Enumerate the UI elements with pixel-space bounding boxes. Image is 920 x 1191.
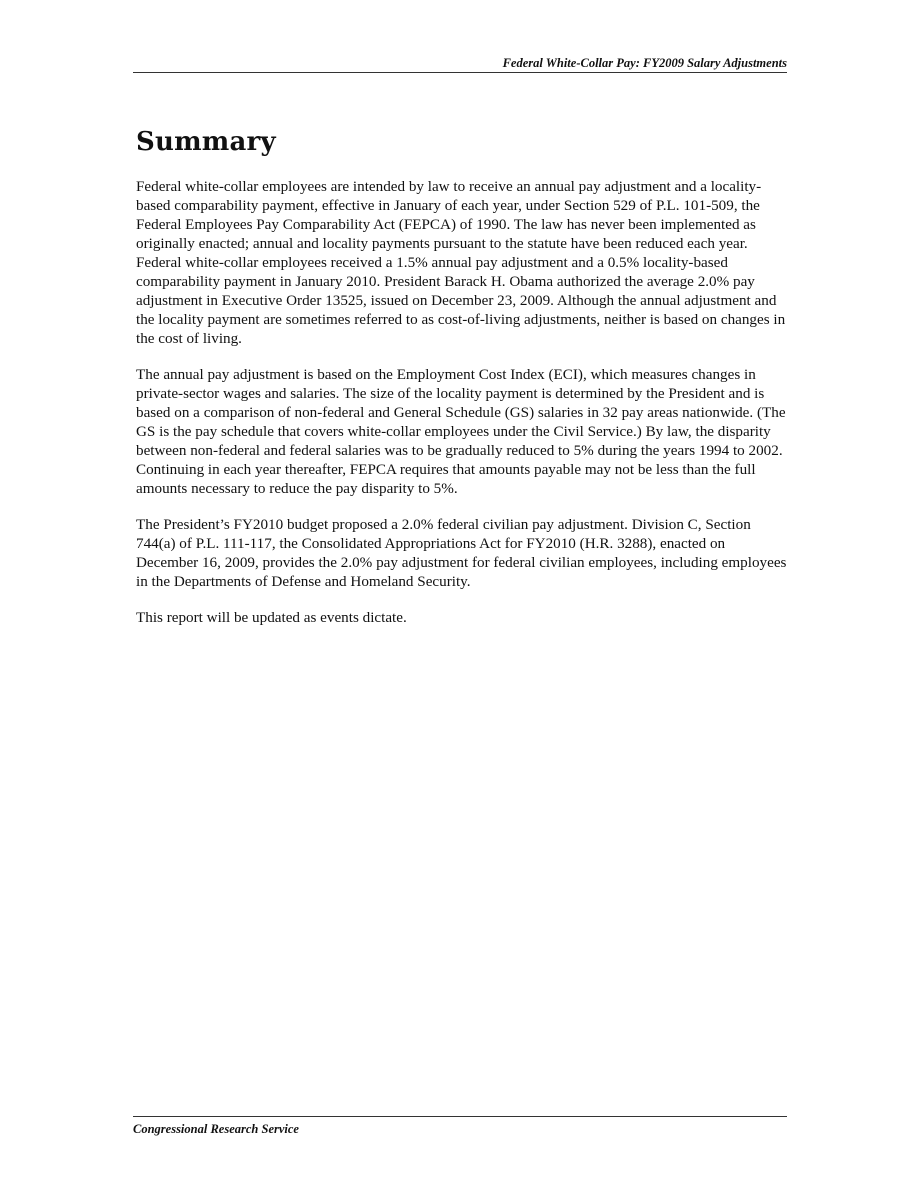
- summary-paragraph-2: The annual pay adjustment is based on the Employment Cost Index (ECI), which measures changes in private-sector wages and salaries. The size of the locality payment is determined by the President and is based on a comparison of non-federal and General Schedule (GS) salaries in 32 pay areas nationwide. (The GS is the pay schedule that covers white-collar employees under the Civil Service.) By law, the disparity between non-federal and federal salaries was to be gradually reduced to 5% during the years 1994 to 2002. Continuing in each year thereafter, FEPCA requires that amounts payable may not be less than the full amounts necessary to reduce the pay disparity to 5%.: [136, 366, 786, 497]
- summary-paragraph-1: Federal white-collar employees are intended by law to receive an annual pay adjustment and a locality-based comparability payment, effective in January of each year, under Section 529 of P.L. 101-509, the Federal Employees Pay Comparability Act (FEPCA) of 1990. The law has never been implemented as originally enacted; annual and locality payments pursuant to the statute have been reduced each year. Federal white-collar employees received a 1.5% annual pay adjustment and a 0.5% locality-based comparability payment in January 2010. President Barack H. Obama authorized the average 2.0% pay adjustment in Executive Order 13525, issued on December 23, 2009. Although the annual adjustment and the locality payment are sometimes referred to as cost-of-living adjustments, neither is based on changes in the cost of living.: [136, 178, 786, 347]
- running-footer: [133, 1116, 787, 1137]
- summary-paragraph-4: This report will be updated as events dictate.: [136, 609, 407, 626]
- running-header: [133, 56, 787, 73]
- footer-publisher: Congressional Research Service: [133, 1122, 299, 1136]
- summary-body: [136, 177, 788, 644]
- summary-paragraph-3: The President’s FY2010 budget proposed a 2.0% federal civilian pay adjustment. Division C, Section 744(a) of P.L. 111-117, the Consolidated Appropriations Act for FY2010 (H.R. 3288), enacted on December 16, 2009, provides the 2.0% pay adjustment for federal civilian employees, including employees in the Departments of Defense and Homeland Security.: [136, 516, 787, 590]
- running-header-title: Federal White-Collar Pay: FY2009 Salary Adjustments: [502, 56, 787, 70]
- summary-heading: Summary: [136, 127, 276, 157]
